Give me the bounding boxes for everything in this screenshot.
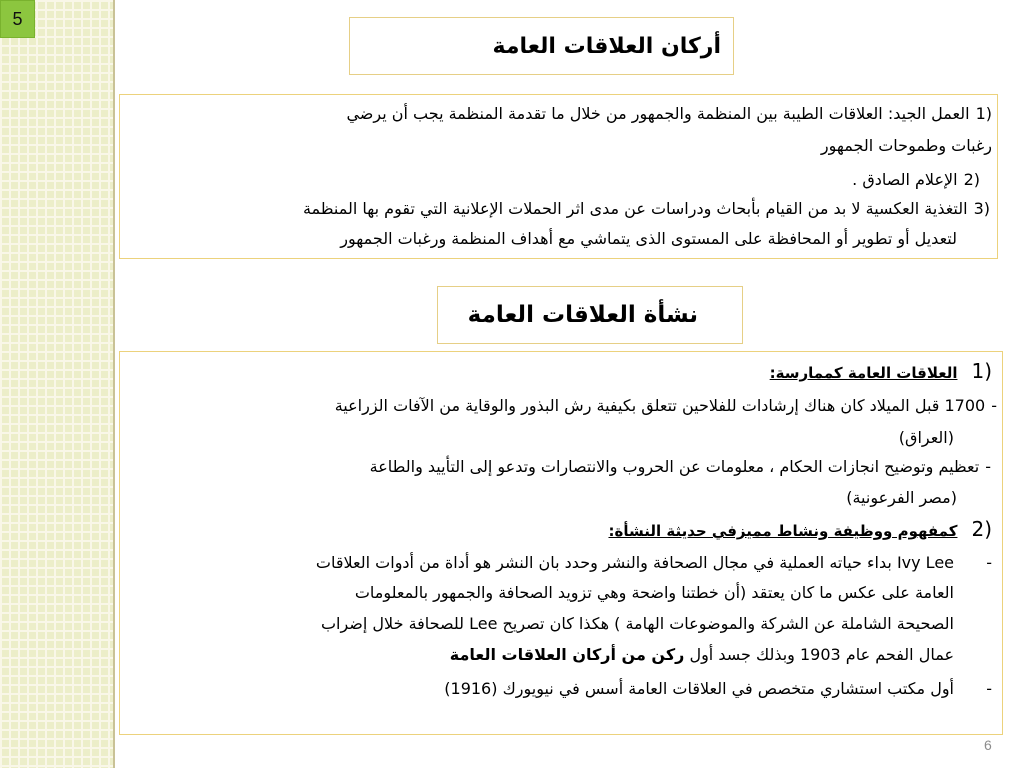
pillar-item-2-text: الإعلام الصادق . [852, 170, 958, 189]
origins-section-1-heading-line [770, 359, 992, 385]
pillar-item-3-text-cont: لتعديل أو تطوير أو المحافظة على المستوى الذى يتماشي مع أهداف المنظمة ورغبات الجمهور [340, 229, 957, 248]
origins-s2-bullet-1-text: Ivy Lee بداء حياته العملية في مجال الصحافة والنشر وحدد بان النشر هو أداة من أدوات العلاقات [315, 553, 954, 572]
pillar-item-3-number: 3) [973, 199, 990, 218]
pillar-item-1-number: 1) [975, 104, 992, 123]
pillar-item-3-line-1 [303, 197, 990, 221]
origins-s1-bullet-1-line-1 [335, 394, 997, 418]
slide-badge [0, 0, 35, 38]
origins-s2-bullet-1-line-2 [355, 581, 954, 605]
origins-s1-bullet-1-text: 1700 قبل الميلاد كان هناك إرشادات للفلاحين تتعلق بكيفية رش البذور والوقاية من الآفات الزراعية [334, 396, 986, 415]
origins-section-1-heading: العلاقات العامة كممارسة: [769, 364, 958, 382]
origins-s2-bullet-1-line-3 [321, 612, 954, 636]
pillar-item-1-text: العمل الجيد: العلاقات الطيبة بين المنظمة والجمهور من خلال ما تقدمة المنظمة يجب أن يرضي [346, 104, 970, 123]
origins-s1-bullet-1-line-2 [899, 426, 954, 450]
origins-s1-bullet-2-marker: - [985, 457, 991, 476]
pillar-item-1-line-2 [821, 134, 992, 158]
origins-title: نشأة العلاقات العامة [467, 302, 698, 328]
origins-s2-bullet-1-text-cont-3: عمال الفحم عام 1903 وبذلك جسد أول [689, 645, 954, 664]
origins-s2-bullet-2-line-1 [444, 677, 954, 701]
origins-s2-bullet-1-text-cont-2: الصحيحة الشاملة عن الشركة والموضوعات الهامة ) هكذا كان تصريح Lee للصحافة خلال إضراب [320, 614, 954, 633]
origins-s2-bullet-1-line-4 [450, 643, 954, 667]
origins-section-2-heading-line [608, 517, 992, 543]
origins-s1-bullet-2-line-2 [846, 486, 957, 510]
origins-content-box [119, 351, 1003, 735]
pillar-item-2-line-1 [852, 168, 980, 192]
pillar-item-3-text: التغذية العكسية لا بد من القيام بأبحاث ودراسات عن مدى اثر الحملات الإعلانية التي تقوم بها المنظمة [302, 199, 968, 218]
origins-s2-bullet-1-text-cont-1: العامة على عكس ما كان يعتقد (أن خطتنا واضحة وهي تزويد الصحافة والجمهور بالمعلومات [354, 583, 954, 602]
page-number: 6 [984, 737, 992, 753]
pillar-item-1-text-cont: رغبات وطموحات الجمهور [820, 136, 992, 155]
origins-s2-bullet-2-text: أول مكتب استشاري متخصص في العلاقات العامة أسس في نيويورك (1916) [444, 679, 954, 698]
origins-s2-bullet-1-line-1 [316, 551, 954, 575]
origins-s1-bullet-2-line-1 [370, 455, 991, 479]
origins-title-box [437, 286, 743, 344]
origins-section-2-number: 2) [971, 517, 992, 541]
origins-s2-bullet-1-emphasis: ركن من أركان العلاقات العامة [449, 645, 685, 664]
slide-badge-number: 5 [12, 8, 23, 29]
origins-section-1-number: 1) [971, 359, 992, 383]
pillar-item-1-line-1 [346, 102, 992, 126]
origins-s1-bullet-2-text-cont: (مصر الفرعونية) [846, 488, 957, 507]
origins-s1-bullet-1-marker: - [991, 396, 997, 415]
origins-s1-bullet-1-text-cont: (العراق) [898, 428, 954, 447]
origins-s1-bullet-2-text: تعظيم وتوضيح انجازات الحكام ، معلومات عن الحروب والانتصارات وتدعو إلى التأييد والطاعة [369, 457, 980, 476]
pillars-title: أركان العلاقات العامة [492, 33, 721, 59]
origins-s2-bullet-2-marker: - [986, 679, 992, 698]
pillar-item-2-number: 2) [963, 170, 980, 189]
pillars-title-box [349, 17, 734, 75]
pillars-content-box [119, 94, 998, 259]
decorative-grid-strip [0, 0, 113, 768]
strip-divider [113, 0, 115, 768]
origins-s2-bullet-1-marker: - [986, 553, 992, 572]
origins-section-2-heading: كمفهوم ووظيفة ونشاط مميزفي حديثة النشأة: [608, 522, 958, 540]
pillar-item-3-line-2 [340, 227, 957, 251]
